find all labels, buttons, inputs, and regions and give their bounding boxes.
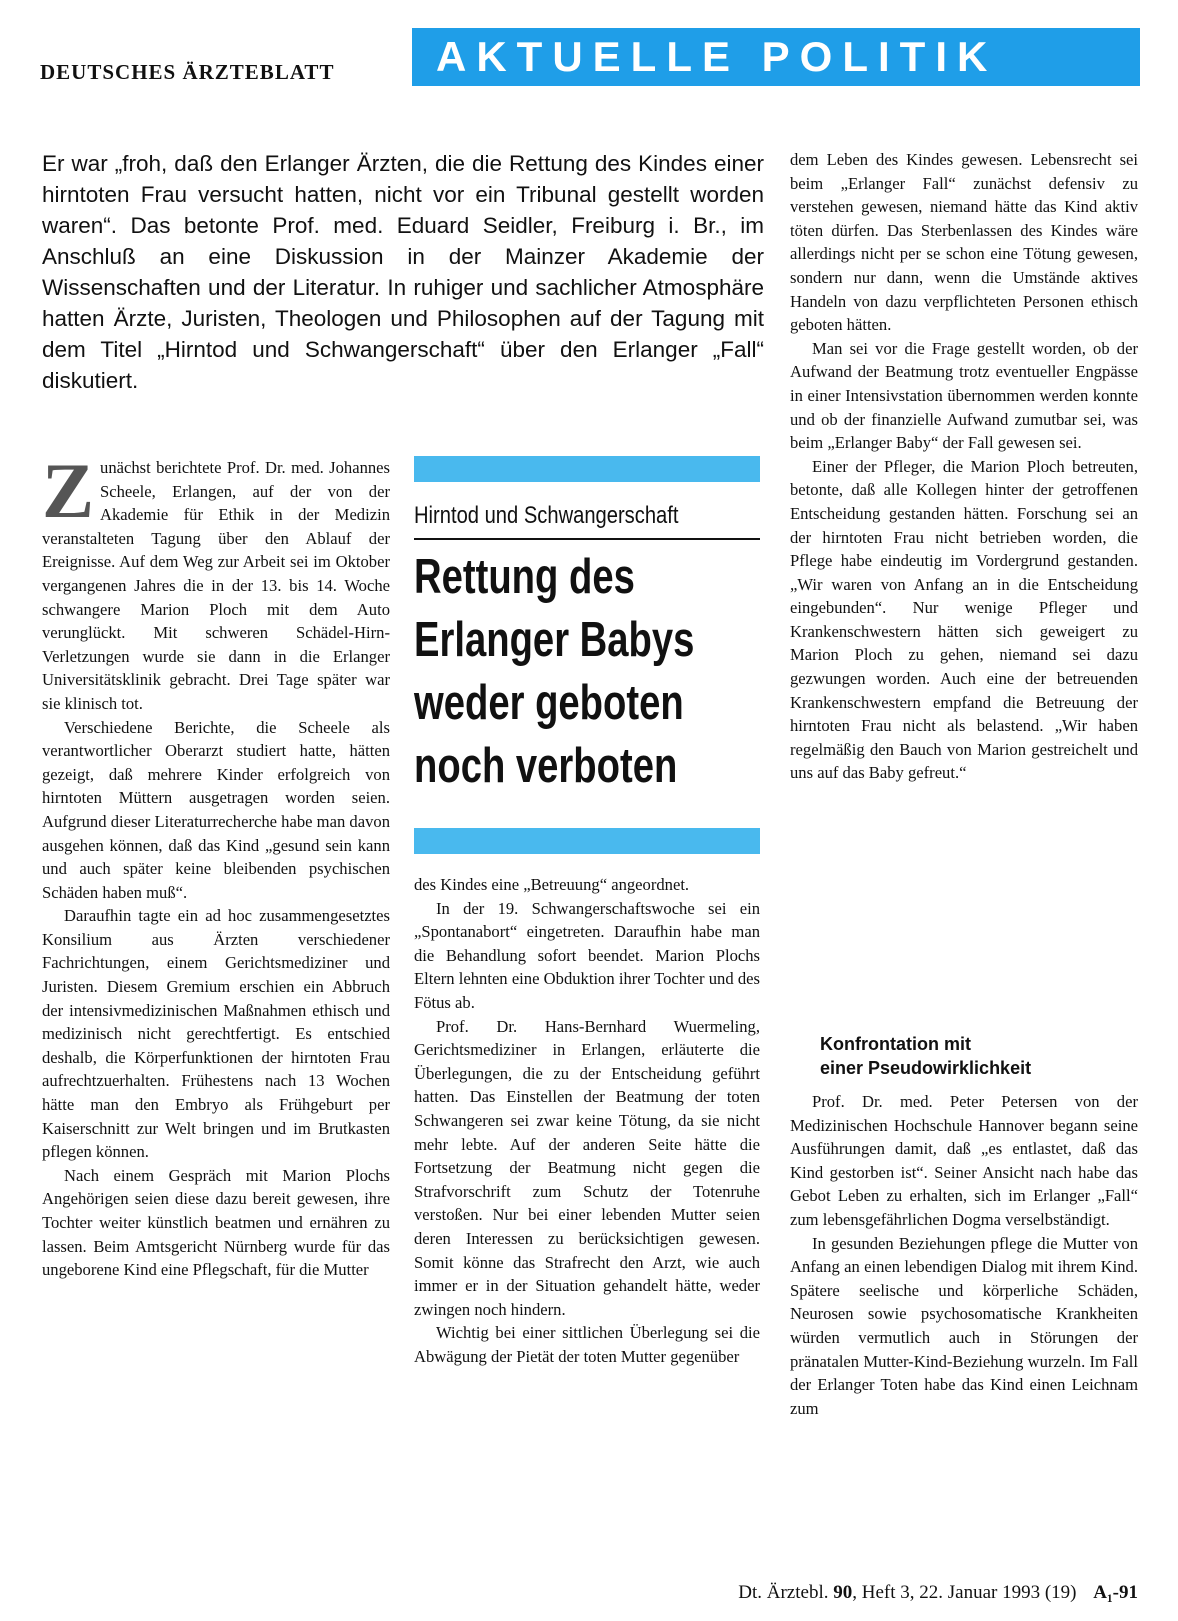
feature-box [414,456,760,856]
paragraph: des Kindes eine „Betreuung“ angeordnet. [414,875,690,894]
section-banner: AKTUELLE POLITIK [412,28,1140,86]
paragraph: Prof. Dr. Hans-Bernhard Wuermeling, Gerichtsmediziner in Erlangen, erläuterte die Überlegungen, die zu der Entscheidung geführt hatten. Das Einstellen der Beatmung der toten Schwangeren sei zwar keine Tötung, da sie nicht mehr lebte. Auf der anderen Seite hätte die Fortsetzung der Beatmung nicht gegen die Strafvorschrift zum Schutz der Totenruhe verstoßen. Nur bei einer lebenden Mutter seien deren Interessen zu berücksichtigen gewesen. Somit könne das Strafrecht den Arzt, wie auch immer er in der Situation gehandelt hätte, weder zwingen noch hindern. [414,1016,760,1319]
paragraph: In gesunden Beziehungen pflege die Mutter von Anfang an einen lebendigen Dialog mit ihrem Kind. Spätere seelische und körperliche Schäden, Neurosen sowie psychosomatische Krankheiten würden vermutlich auch in Störungen der pränatalen Mutter-Kind-Beziehung wurzeln. Im Fall der Erlanger Toten habe das Kind einen Leichnam zum [790,1233,1138,1418]
footer-volume: 90 [833,1582,853,1603]
footer-journal: Dt. Ärztebl. [738,1582,829,1603]
subheading [820,1032,1150,1080]
paragraph: dem Leben des Kindes gewesen. Lebensrecht sei beim „Erlanger Fall“ zunächst defensiv zu verstehen gewesen, niemand hätte das Kind aktiv töten dürfen. Das Sterbenlassen des Kindes wäre allerdings nicht per se schon eine Tötung gewesen, sondern nur dann, wenn die Umstände aktives Handeln von dazu verpflichteten Personen ethisch geboten hätten. [790,150,1138,335]
masthead: DEUTSCHES ÄRZTEBLATT [40,60,335,84]
paragraph: Einer der Pfleger, die Marion Ploch betreuten, betonte, daß alle Kollegen hinter der getroffenen Entscheidung gestanden hätten. Forschung sei an der hirntoten Frau nicht betrieben worden, die Pflege habe eindeutig im Vordergrund gestanden. „Wir waren von Anfang an in die Entscheidung eingebunden“. Nur wenige Pfleger und Krankenschwestern hätten sich geweigert zu Marion Ploch zu gehen, niemand sei dazu gezwungen worden. Auch eine der betreuenden Krankenschwestern empfand die Betreuung der hirntoten Frau nicht als belastend. „Wir haben regelmäßig den Bauch von Marion gestreichelt und uns auf das Baby gefreut.“ [790,456,1138,783]
footer-issue: , Heft 3, 22. Januar 1993 (19) [852,1582,1077,1603]
page-footer [738,1582,1138,1604]
paragraph: Prof. Dr. med. Peter Petersen von der Medizinischen Hochschule Hannover begann seine Ausführungen damit, daß „es entlastet, daß das Kind gestorben ist“. Seiner Ansicht nach habe das Gebot Leben zu erhalten, sich im Erlanger „Fall“ zum lebensgefährlichen Dogma verselbständigt. [790,1092,1138,1229]
paragraph: In der 19. Schwangerschaftswoche sei ein „Spontanabort“ eingetreten. Daraufhin habe man die Behandlung sofort beendet. Marion Plochs Eltern lehnten eine Obduktion ihrer Tochter und des Fötus ab. [414,898,760,1012]
column-middle [414,873,760,1368]
paragraph: Verschiedene Berichte, die Scheele als verantwortlicher Oberarzt studiert hatte, hätten gezeigt, daß mehrere Kinder erfolgreich von hirntoten Müttern ausgetragen worden seien. Aufgrund dieser Literaturrecherche habe man davon ausgehen können, daß das Kind „gesund sein kann und auch später keine bleibenden psychischen Schäden haben muß“. [42,717,390,902]
paragraph: unächst berichtete Prof. Dr. med. Johannes Scheele, Erlangen, auf der von der Akademie für Ethik in der Medizin veranstalteten Tagung über den Ablauf der Ereignisse. Auf dem Weg zur Arbeit sei im Oktober vergangenen Jahres die in der 13. bis 14. Woche schwangere Marion Ploch mit dem Auto verunglückt. Mit schweren Schädel-Hirn-Verletzungen wurde sie dann in die Erlanger Universitätsklinik gebracht. Drei Tage später war sie klinisch tot. [42,458,390,713]
lead-paragraph: Er war „froh, daß den Erlanger Ärzten, die die Rettung des Kindes einer hirntoten Frau versucht hatten, nicht vor ein Tribunal gestellt worden waren“. Das betonte Prof. med. Eduard Seidler, Freiburg i. Br., im Anschluß an eine Diskussion in der Mainzer Akademie der Wissenschaften und der Literatur. In ruhiger und sachlicher Atmosphäre hatten Ärzte, Juristen, Theologen und Philosophen auf der Tagung mit dem Titel „Hirntod und Schwangerschaft“ über den Erlanger „Fall“ diskutiert. [42,151,764,393]
drop-cap: Z [42,447,95,534]
decorative-bar-top [414,456,760,482]
paragraph: Nach einem Gespräch mit Marion Plochs Angehörigen seien diese dazu bereit gewesen, ihre Tochter weiter künstlich beatmen und ernähren zu lassen. Beim Amtsgericht Nürnberg wurde für das ungeborene Kind eine Pflegschaft, für die Mutter [42,1165,390,1280]
subheading-line: einer Pseudowirklichkeit [820,1058,1032,1078]
column-left [42,447,390,1282]
page-number: A₁-91 [1093,1582,1138,1603]
decorative-bar-bottom [414,828,760,854]
feature-headline: Rettung des Erlanger Babys weder geboten noch verboten [414,550,695,793]
column-right [790,148,1138,785]
feature-kicker: Hirntod und Schwangerschaft [414,502,679,529]
kicker-rule [414,538,760,540]
paragraph: Wichtig bei einer sittlichen Überlegung sei die Abwägung der Pietät der toten Mutter gegenüber [414,1323,760,1366]
paragraph: Man sei vor die Frage gestellt worden, ob der Aufwand der Beatmung trotz eventueller Engpässe in einer Intensivstation übernommen werden konnte und ob der finanzielle Aufwand zumutbar sei, was beim „Erlanger Baby“ der Fall gewesen sei. [790,338,1138,453]
paragraph: Daraufhin tagte ein ad hoc zusammengesetztes Konsilium aus Ärzten verschiedener Fachrichtungen, einem Gerichtsmediziner und Juristen. Diesem Gremium erschien ein Abbruch der intensivmedizinischen Maßnahmen ethisch und medizinisch nicht gerechtfertigt. Es entschied deshalb, die Körperfunktionen der hirntoten Frau aufrechtzuerhalten. Frühestens nach 13 Wochen hätte man den Embryo als Frühgeburt per Kaiserschnitt zur Welt bringen und im Brutkasten pflegen können. [42,906,390,1162]
column-right-continued [790,1090,1138,1420]
subheading-line: Konfrontation mit [820,1034,971,1054]
